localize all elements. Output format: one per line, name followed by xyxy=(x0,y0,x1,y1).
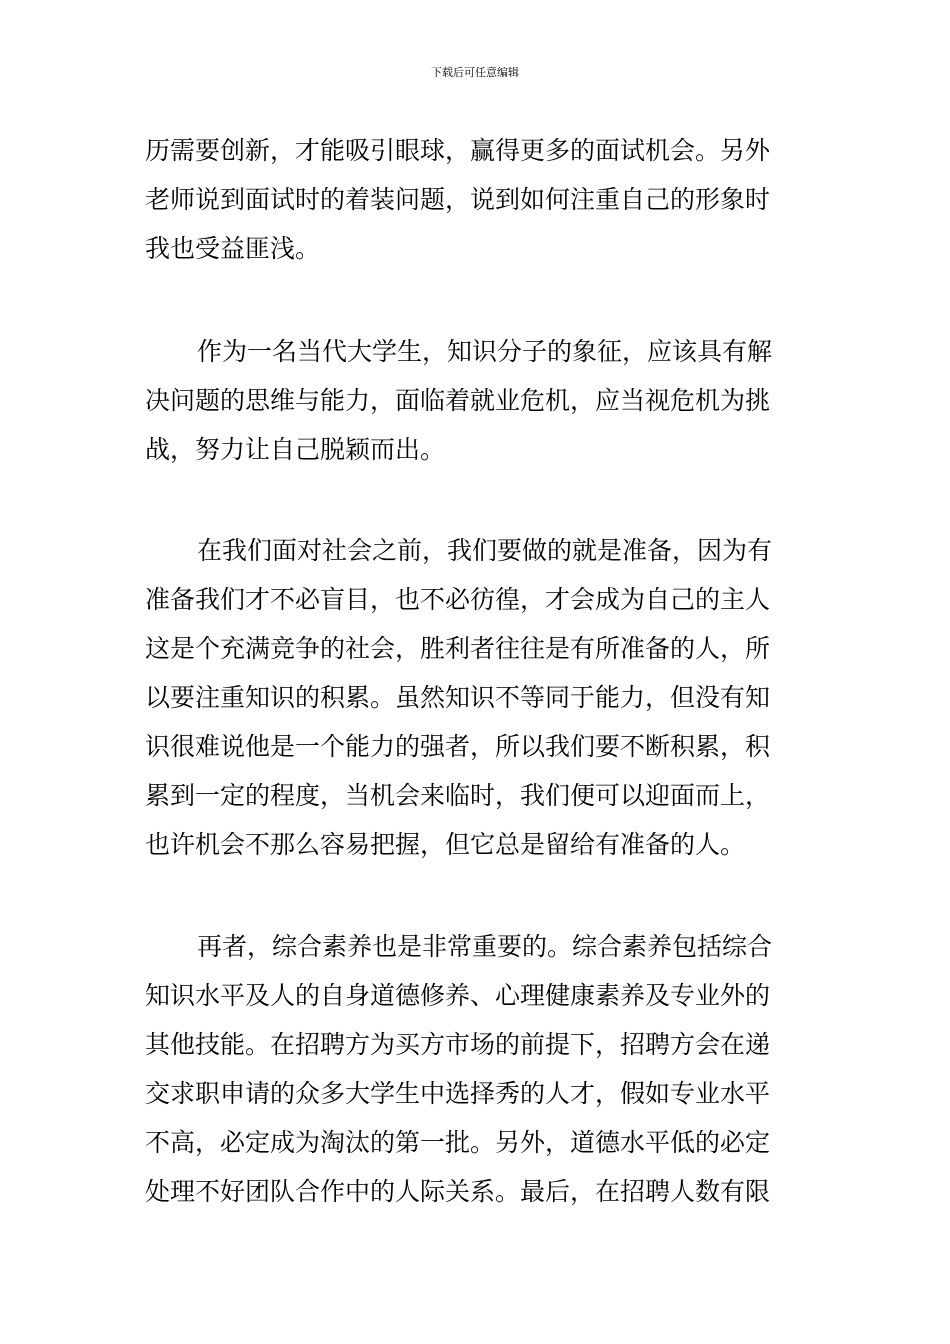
paragraph-line: 在我们面对社会之前，我们要做的就是准备，因为有 xyxy=(197,536,773,565)
paragraph-line: 作为一名当代大学生，知识分子的象征，应该具有解 xyxy=(197,337,773,366)
paragraph-line: 决问题的思维与能力，面临着就业危机，应当视危机为挑 xyxy=(145,386,771,415)
paragraph-line: 知识水平及人的自身道德修养、心理健康素养及专业外的 xyxy=(145,981,771,1010)
paragraph-line: 交求职申请的众多大学生中选择秀的人才，假如专业水平 xyxy=(145,1079,771,1108)
paragraph-4 xyxy=(145,922,825,1216)
page-header: 下载后可任意编辑 xyxy=(431,66,519,79)
paragraph-line: 识很难说他是一个能力的强者，所以我们要不断积累，积 xyxy=(145,732,771,761)
paragraph-line: 累到一定的程度，当机会来临时，我们便可以迎面而上， xyxy=(145,781,771,810)
paragraph-line: 这是个充满竞争的社会，胜利者往往是有所准备的人，所 xyxy=(145,634,771,663)
paragraph-3 xyxy=(145,526,825,869)
paragraph-line: 以要注重知识的积累。虽然知识不等同于能力，但没有知 xyxy=(145,683,771,712)
paragraph-line: 再者，综合素养也是非常重要的。综合素养包括综合 xyxy=(197,932,773,961)
paragraph-1 xyxy=(145,126,825,273)
paragraph-line: 我也受益匪浅。 xyxy=(145,234,321,263)
paragraph-line: 准备我们才不必盲目，也不必彷徨，才会成为自己的主人 xyxy=(145,585,771,614)
paragraph-line: 战，努力让自己脱颖而出。 xyxy=(145,435,446,464)
paragraph-2 xyxy=(145,327,825,474)
paragraph-line: 处理不好团队合作中的人际关系。最后，在招聘人数有限 xyxy=(145,1177,771,1206)
paragraph-line: 也许机会不那么容易把握，但它总是留给有准备的人。 xyxy=(145,830,746,859)
paragraph-line: 其他技能。在招聘方为买方市场的前提下，招聘方会在递 xyxy=(145,1030,771,1059)
paragraph-line: 老师说到面试时的着装问题，说到如何注重自己的形象时 xyxy=(145,185,771,214)
paragraph-line: 历需要创新，才能吸引眼球，赢得更多的面试机会。另外 xyxy=(145,136,771,165)
paragraph-line: 不高，必定成为淘汰的第一批。另外，道德水平低的必定 xyxy=(145,1128,771,1157)
